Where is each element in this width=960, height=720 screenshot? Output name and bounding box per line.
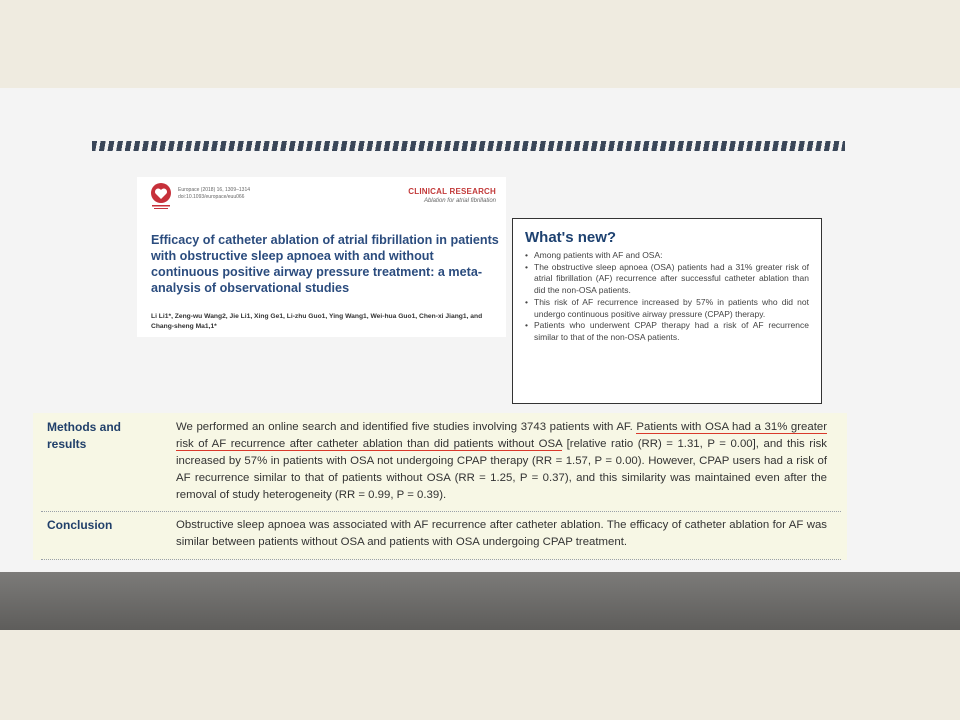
journal-heart-logo-icon [149,182,173,210]
highlighted-finding: Patients with OSA had a 31% greater risk of AF recurrence after catheter ablation than did patients without OSA [176,421,828,450]
decorative-dash-bar [92,141,845,151]
structured-abstract [33,413,847,560]
whats-new-list [525,250,809,344]
methods-text [176,419,827,504]
floor-band [0,572,960,630]
methods-text-part2: [relative ratio (RR) = 1.31, P = 0.00], and this risk increased by 57% in patients with OSA not undergoing CPAP therapy (RR = 1.57, P = 0.00). However, CPAP users had a risk of AF recurrence similar to that of patients without OSA (RR = 1.25, P = 0.37), and this similarity was maintained even after the removal of study heterogeneity (RR = 0.99, P = 0.39). [176,438,827,501]
subsection-label: Ablation for atrial fibrillation [423,198,496,204]
whats-new-heading: What's new? [525,229,617,246]
conclusion-text: Obstructive sleep apnoea was associated with AF recurrence after catheter ablation. The efficacy of catheter ablation for AF was similar between patients without OSA and patients with OSA undergoing CPAP treatment. [176,519,827,548]
whats-new-item: • The obstructive sleep apnoea (OSA) patients had a 31% greater risk of atrial fibrillation (AF) recurrence after successful catheter ablation than did the non-OSA patients. [525,262,809,297]
whats-new-item: • Among patients with AF and OSA: [525,250,809,262]
journal-citation: Europace (2018) 16, 1309–1314 [178,187,251,193]
paper-authors: Li Li1*, Zeng-wu Wang2, Jie Li1, Xing Ge1, Li-zhu Guo1, Ying Wang1, Wei-hua Guo1, Chen-xi Jiang1, and Chang-sheng Ma1,1* [151,313,483,330]
section-label: CLINICAL RESEARCH [408,187,496,196]
paper-header [137,177,506,337]
journal-meta [178,187,288,201]
whats-new-item: • This risk of AF recurrence increased by 57% in patients who did not undergo continuous positive airway pressure (CPAP) therapy. [525,297,809,320]
journal-doi: doi:10.1093/europace/euu066 [178,194,245,200]
whats-new-item: • Patients who underwent CPAP therapy had a risk of AF recurrence similar to that of the non-OSA patients. [525,320,809,343]
paper-title: Efficacy of catheter ablation of atrial fibrillation in patients with obstructive sleep apnoea with and without continuous positive airway pressure treatment: a meta-analysis of observational studies [151,233,499,295]
abstract-divider [41,559,841,560]
methods-text-part1: We performed an online search and identified five studies involving 3743 patients with AF. [176,421,637,433]
abstract-divider [41,511,841,512]
methods-label: Methods and results [47,420,121,451]
conclusion-label: Conclusion [47,518,113,532]
whats-new-box [512,218,822,404]
